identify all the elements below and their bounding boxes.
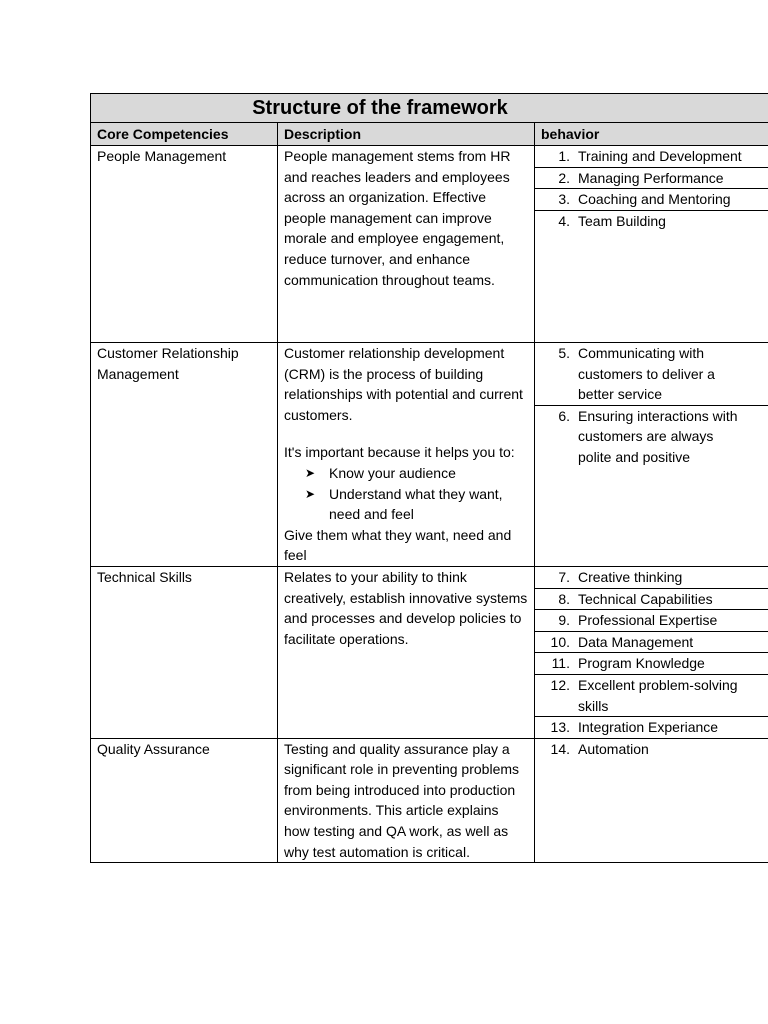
behavior-text: Technical Capabilities [578, 590, 713, 607]
table-row [91, 738, 768, 863]
competency-cell: Technical Skills [91, 566, 278, 738]
behavior-item [535, 610, 768, 632]
behavior-number: 9. [558, 612, 570, 629]
behavior-number: 10. [550, 633, 570, 650]
behavior-item [535, 675, 768, 717]
table-header-row [91, 123, 768, 146]
behavior-text: Creative thinking [578, 568, 683, 585]
table-row [91, 343, 768, 567]
behavior-text: Ensuring interactions with customers are always polite and positive [578, 407, 738, 465]
table-row [91, 146, 768, 343]
list-item [284, 484, 528, 525]
behavior-number: 1. [558, 148, 570, 164]
behavior-cell [535, 738, 768, 863]
arrow-bullet-icon: ➤ [305, 486, 316, 501]
framework-table [90, 93, 768, 863]
arrow-bullet-icon: ➤ [305, 465, 316, 480]
behavior-number: 12. [550, 676, 570, 693]
competency-cell: Customer Relationship Management [91, 343, 278, 567]
behavior-item [535, 343, 768, 406]
behavior-item [535, 739, 768, 760]
description-intro: Customer relationship development (CRM) is the process of building relationships with potential and current customers. [284, 345, 523, 423]
list-item [284, 463, 528, 484]
table-title-row [91, 94, 768, 123]
behavior-text: Managing Performance [578, 169, 724, 186]
behavior-number: 14. [550, 740, 570, 757]
behavior-item [535, 717, 768, 738]
competency-cell: People Management [91, 146, 278, 343]
header-behavior: behavior [535, 123, 768, 146]
bullet-text: Know your audience [329, 464, 456, 481]
behavior-text: Automation [578, 740, 649, 757]
description-bullet-list [284, 463, 528, 525]
behavior-text: Coaching and Mentoring [578, 191, 731, 208]
behavior-text: Data Management [578, 633, 694, 650]
behavior-item [535, 168, 768, 190]
behavior-text: Training and Development [578, 148, 742, 164]
competency-cell: Quality Assurance [91, 738, 278, 863]
behavior-item [535, 589, 768, 611]
behavior-number: 2. [558, 169, 570, 186]
behavior-text: Communicating with customers to deliver a better service [578, 345, 715, 403]
behavior-cell [535, 343, 768, 567]
behavior-item [535, 567, 768, 589]
behavior-item [535, 406, 768, 468]
behavior-number: 5. [558, 345, 570, 361]
bullet-text: Understand what they want, need and feel [329, 485, 503, 523]
behavior-number: 3. [558, 191, 570, 208]
description-lead: It's important because it helps you to: [284, 444, 515, 461]
behavior-text: Excellent problem-solving skills [578, 676, 738, 714]
behavior-text: Professional Expertise [578, 612, 718, 629]
behavior-item [535, 653, 768, 675]
behavior-number: 13. [550, 719, 570, 736]
behavior-item [535, 146, 768, 168]
behavior-text: Team Building [578, 212, 666, 229]
description-cell [278, 343, 535, 567]
behavior-number: 7. [558, 568, 570, 585]
behavior-item [535, 632, 768, 654]
behavior-number: 8. [558, 590, 570, 607]
description-cell: People management stems from HR and reaches leaders and employees across an organization. Effective people management can improve morale and employee engagement, reduce turnover, and enhance communication throughout teams. [278, 146, 535, 343]
description-tail: Give them what they want, need and feel [284, 526, 512, 564]
behavior-number: 4. [558, 212, 570, 229]
behavior-item [535, 189, 768, 211]
table-title-cell [91, 94, 768, 123]
description-cell: Testing and quality assurance play a significant role in preventing problems from being introduced into production environments. This article explains how testing and QA work, as well as why test automation is critical. [278, 738, 535, 863]
behavior-number: 11. [551, 655, 570, 672]
behavior-cell [535, 146, 768, 343]
behavior-cell [535, 566, 768, 738]
behavior-text: Program Knowledge [578, 655, 705, 672]
header-core-competencies: Core Competencies [91, 123, 278, 146]
table-title: Structure of the framework [252, 97, 508, 119]
description-cell: Relates to your ability to think creatively, establish innovative systems and processes and develop policies to facilitate operations. [278, 566, 535, 738]
table-row [91, 566, 768, 738]
behavior-item [535, 211, 768, 232]
behavior-text: Integration Experiance [578, 719, 719, 736]
behavior-number: 6. [558, 407, 570, 424]
header-description: Description [278, 123, 535, 146]
